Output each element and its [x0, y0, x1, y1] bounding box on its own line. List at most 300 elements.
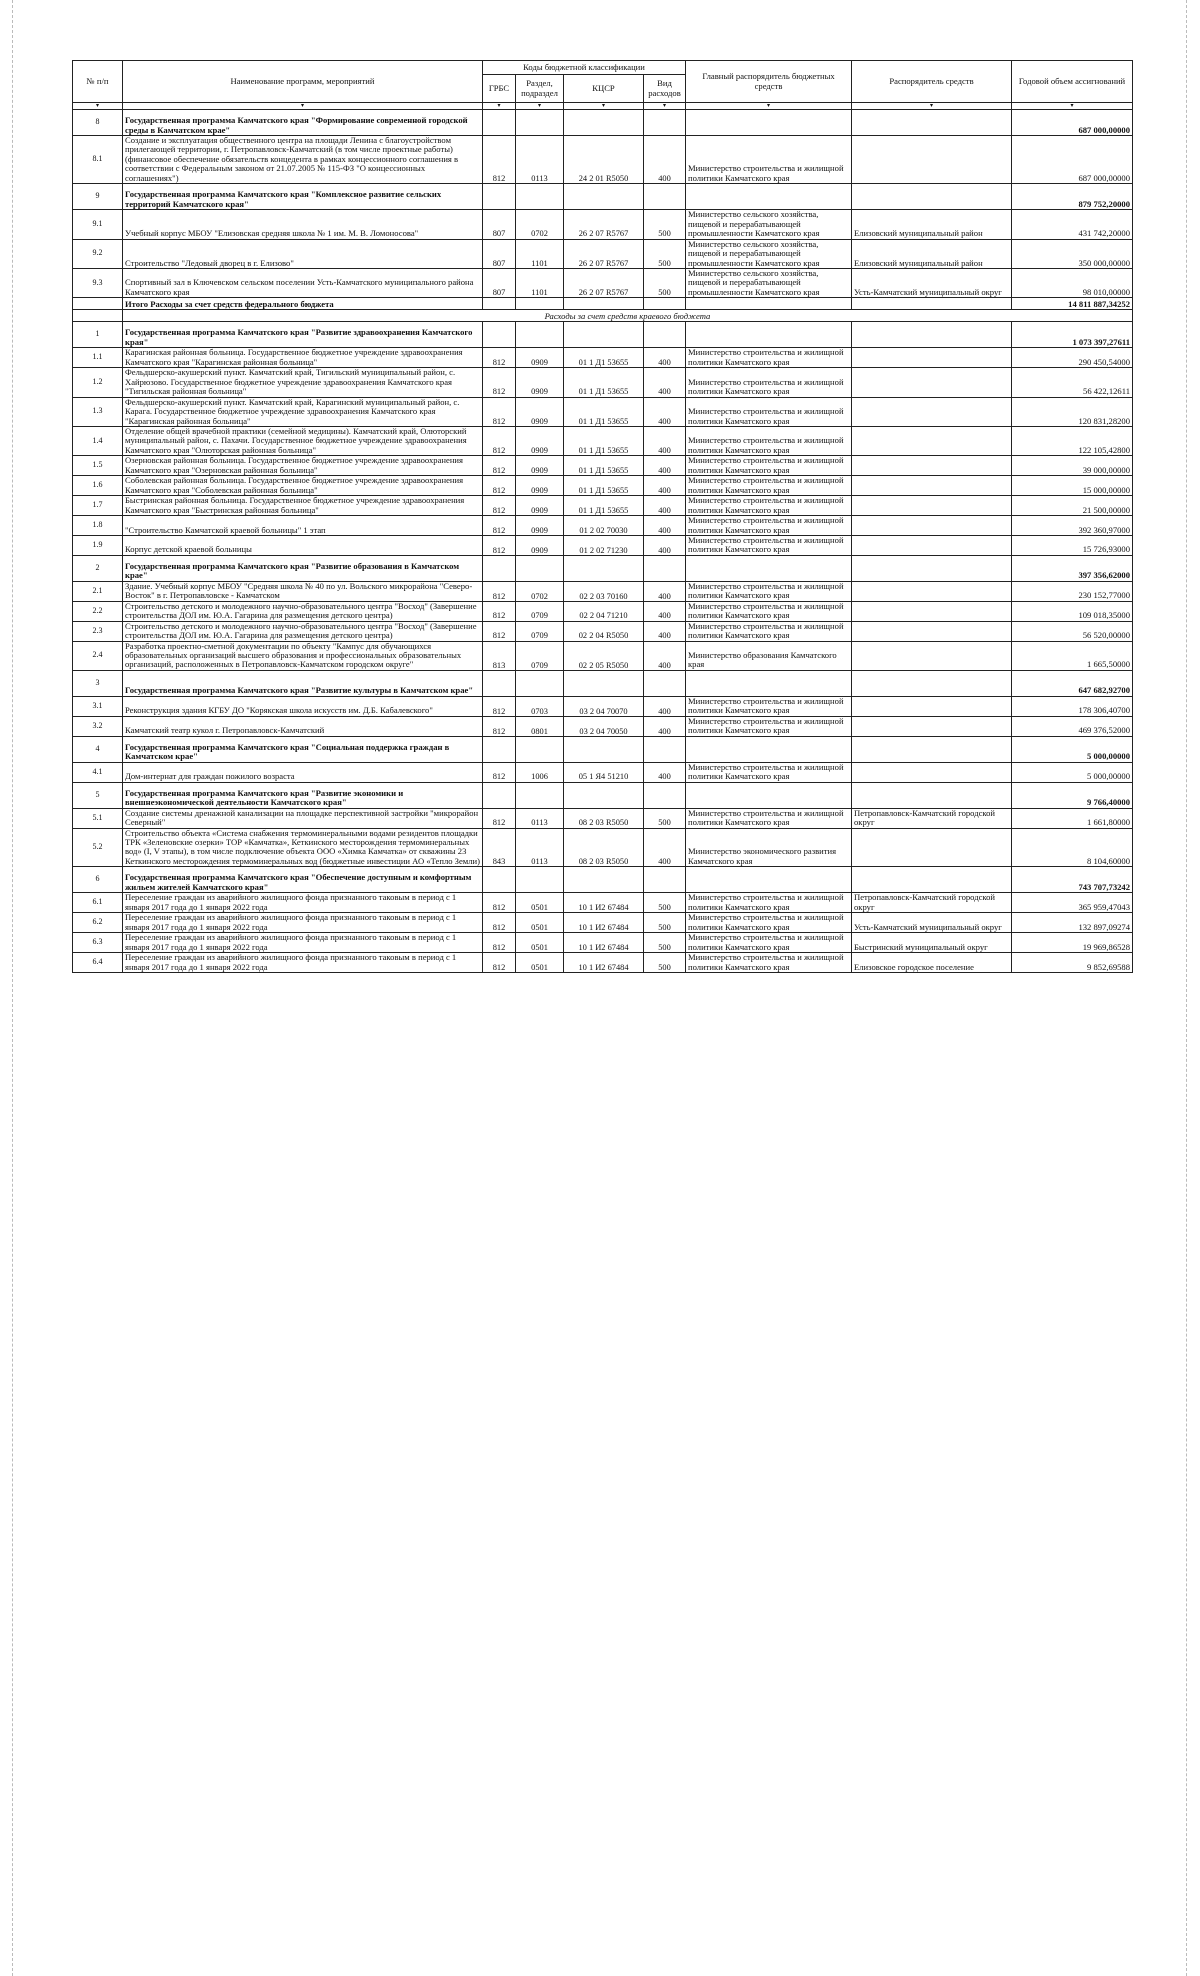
row-amount: 15 726,93000 — [1012, 535, 1133, 555]
row-manager: Елизовское городское поселение — [852, 953, 1012, 973]
row-grbs — [483, 670, 516, 696]
row-razdel — [516, 736, 564, 762]
row-grbs — [483, 184, 516, 210]
row-amount: 19 969,86528 — [1012, 933, 1133, 953]
row-grbs: 843 — [483, 828, 516, 867]
row-amount: 132 897,09274 — [1012, 913, 1133, 933]
row-vid — [644, 184, 686, 210]
row-main-manager: Министерство сельского хозяйства, пищевой и перерабатывающей промышленности Камчатского края — [686, 210, 852, 239]
row-grbs: 812 — [483, 476, 516, 496]
row-name: Корпус детской краевой больницы — [123, 535, 483, 555]
table-row — [73, 136, 1133, 184]
table-row — [73, 621, 1133, 641]
row-manager — [852, 298, 1012, 310]
row-main-manager — [686, 298, 852, 310]
row-amount: 8 104,60000 — [1012, 828, 1133, 867]
row-razdel: 0113 — [516, 136, 564, 184]
row-main-manager — [686, 782, 852, 808]
row-amount: 178 306,40700 — [1012, 696, 1133, 716]
row-main-manager: Министерство строительства и жилищной политики Камчатского края — [686, 621, 852, 641]
row-kcsr: 08 2 03 R5050 — [564, 808, 644, 828]
row-manager: Петропавловск-Камчатский городской округ — [852, 808, 1012, 828]
row-number — [73, 310, 123, 322]
row-grbs: 812 — [483, 893, 516, 913]
row-number: 2.3 — [73, 621, 123, 641]
row-razdel — [516, 867, 564, 893]
row-amount: 9 766,40000 — [1012, 782, 1133, 808]
row-main-manager: Министерство строительства и жилищной политики Камчатского края — [686, 516, 852, 536]
filter-cell: ▾ — [73, 103, 123, 110]
row-kcsr: 01 1 Д1 53655 — [564, 397, 644, 426]
row-razdel — [516, 782, 564, 808]
table-row — [73, 808, 1133, 828]
row-razdel: 0113 — [516, 828, 564, 867]
program-row — [73, 670, 1133, 696]
row-grbs: 812 — [483, 348, 516, 368]
row-kcsr: 01 1 Д1 53655 — [564, 368, 644, 397]
row-number: 3.1 — [73, 696, 123, 716]
row-name: Карагинская районная больница. Государственное бюджетное учреждение здравоохранения Камчатского края "Карагинская районная больница" — [123, 348, 483, 368]
row-amount: 290 450,54000 — [1012, 348, 1133, 368]
table-row — [73, 476, 1133, 496]
row-vid: 400 — [644, 696, 686, 716]
row-grbs: 812 — [483, 496, 516, 516]
row-manager — [852, 696, 1012, 716]
table-row — [73, 496, 1133, 516]
row-name: Разработка проектно-сметной документации по объекту "Кампус для обучающихся образовательных организаций высшего образования и профессиональных образовательных организаций, расположенных в Петропавловск-Камчатском городском округе" — [123, 641, 483, 670]
col-name-header: Наименование программ, мероприятий — [123, 61, 483, 103]
row-number: 1.3 — [73, 397, 123, 426]
row-grbs — [483, 298, 516, 310]
row-name: Учебный корпус МБОУ "Елизовская средняя школа № 1 им. М. В. Ломоносова" — [123, 210, 483, 239]
row-main-manager — [686, 867, 852, 893]
row-razdel: 0909 — [516, 516, 564, 536]
row-grbs: 812 — [483, 808, 516, 828]
row-amount: 350 000,00000 — [1012, 239, 1133, 268]
program-row — [73, 555, 1133, 581]
row-razdel: 0501 — [516, 933, 564, 953]
row-number: 2.1 — [73, 581, 123, 601]
row-number: 1.5 — [73, 456, 123, 476]
program-row — [73, 184, 1133, 210]
row-grbs: 807 — [483, 268, 516, 297]
row-kcsr: 01 1 Д1 53655 — [564, 496, 644, 516]
row-razdel — [516, 555, 564, 581]
row-vid: 500 — [644, 933, 686, 953]
row-amount: 397 356,62000 — [1012, 555, 1133, 581]
row-vid: 500 — [644, 268, 686, 297]
row-number: 1.9 — [73, 535, 123, 555]
filter-cell: ▾ — [483, 103, 516, 110]
table-row — [73, 210, 1133, 239]
table-row — [73, 828, 1133, 867]
table-row — [73, 953, 1133, 973]
row-razdel: 0909 — [516, 476, 564, 496]
row-amount: 647 682,92700 — [1012, 670, 1133, 696]
program-row — [73, 736, 1133, 762]
row-vid — [644, 110, 686, 136]
row-manager — [852, 670, 1012, 696]
row-vid: 500 — [644, 913, 686, 933]
col-amount-header: Годовой объем ассигнований — [1012, 61, 1133, 103]
row-manager — [852, 516, 1012, 536]
table-row — [73, 456, 1133, 476]
filter-cell: ▾ — [1012, 103, 1133, 110]
row-name: Фельдшерско-акушерский пункт. Камчатский край, Карагинский муниципальный район, с. Карага. Государственное бюджетное учреждение здравоохранения Камчатского края "Карагинская районная больница" — [123, 397, 483, 426]
row-grbs — [483, 782, 516, 808]
row-main-manager: Министерство экономического развития Камчатского края — [686, 828, 852, 867]
table-row — [73, 535, 1133, 555]
row-number: 1.2 — [73, 368, 123, 397]
row-kcsr: 01 2 02 70030 — [564, 516, 644, 536]
row-razdel: 1006 — [516, 762, 564, 782]
filter-cell: ▾ — [686, 103, 852, 110]
row-kcsr: 26 2 07 R5767 — [564, 210, 644, 239]
row-main-manager: Министерство образования Камчатского края — [686, 641, 852, 670]
row-grbs: 812 — [483, 456, 516, 476]
row-main-manager: Министерство строительства и жилищной политики Камчатского края — [686, 953, 852, 973]
program-row — [73, 110, 1133, 136]
row-name: Строительство детского и молодежного научно-образовательного центра "Восход" (Завершение строительства ДОЛ им. Ю.А. Гагарина для размещения детского центра) — [123, 621, 483, 641]
row-razdel: 0709 — [516, 641, 564, 670]
row-name: Государственная программа Камчатского края "Обеспечение доступным и комфортным жильем жителей Камчатского края" — [123, 867, 483, 893]
row-amount: 56 422,12611 — [1012, 368, 1133, 397]
row-grbs: 812 — [483, 516, 516, 536]
row-main-manager: Министерство строительства и жилищной политики Камчатского края — [686, 397, 852, 426]
row-number: 5.1 — [73, 808, 123, 828]
row-number: 6 — [73, 867, 123, 893]
row-amount: 1 073 397,27611 — [1012, 322, 1133, 348]
col-manager-header: Распорядитель средств — [852, 61, 1012, 103]
row-main-manager — [686, 110, 852, 136]
row-grbs: 812 — [483, 426, 516, 455]
row-number: 1.8 — [73, 516, 123, 536]
row-main-manager — [686, 322, 852, 348]
table-row — [73, 762, 1133, 782]
row-amount: 743 707,73242 — [1012, 867, 1133, 893]
table-row — [73, 601, 1133, 621]
col-grbs-header: ГРБС — [483, 75, 516, 103]
row-number: 6.2 — [73, 913, 123, 933]
row-razdel: 0501 — [516, 893, 564, 913]
row-number — [73, 298, 123, 310]
table-row — [73, 239, 1133, 268]
row-amount: 687 000,00000 — [1012, 136, 1133, 184]
row-amount: 431 742,20000 — [1012, 210, 1133, 239]
row-name: Государственная программа Камчатского края "Развитие культуры в Камчатском крае" — [123, 670, 483, 696]
row-vid — [644, 867, 686, 893]
table-row — [73, 581, 1133, 601]
row-razdel: 1101 — [516, 268, 564, 297]
row-number: 4.1 — [73, 762, 123, 782]
col-razdel-header: Раздел, подраздел — [516, 75, 564, 103]
row-number: 1.7 — [73, 496, 123, 516]
row-razdel: 0702 — [516, 581, 564, 601]
row-name: Камчатский театр кукол г. Петропавловск-Камчатский — [123, 716, 483, 736]
row-main-manager: Министерство строительства и жилищной политики Камчатского края — [686, 456, 852, 476]
row-kcsr: 10 1 И2 67484 — [564, 953, 644, 973]
row-number: 8 — [73, 110, 123, 136]
row-razdel: 0501 — [516, 913, 564, 933]
program-row — [73, 782, 1133, 808]
row-vid: 400 — [644, 641, 686, 670]
row-manager — [852, 535, 1012, 555]
row-kcsr: 26 2 07 R5767 — [564, 239, 644, 268]
row-number: 9.1 — [73, 210, 123, 239]
row-number: 6.1 — [73, 893, 123, 913]
row-amount: 14 811 887,34252 — [1012, 298, 1133, 310]
row-vid: 400 — [644, 762, 686, 782]
row-manager — [852, 621, 1012, 641]
row-kcsr — [564, 322, 644, 348]
row-kcsr: 01 1 Д1 53655 — [564, 456, 644, 476]
row-grbs: 812 — [483, 696, 516, 716]
row-number: 1.6 — [73, 476, 123, 496]
table-row — [73, 516, 1133, 536]
row-amount: 122 105,42800 — [1012, 426, 1133, 455]
row-razdel: 0113 — [516, 808, 564, 828]
row-name: Дом-интернат для граждан пожилого возраста — [123, 762, 483, 782]
row-razdel: 0909 — [516, 397, 564, 426]
row-number: 4 — [73, 736, 123, 762]
row-number: 3.2 — [73, 716, 123, 736]
row-manager — [852, 456, 1012, 476]
row-number: 2.4 — [73, 641, 123, 670]
row-amount: 392 360,97000 — [1012, 516, 1133, 536]
row-manager — [852, 762, 1012, 782]
row-razdel — [516, 670, 564, 696]
row-number: 1 — [73, 322, 123, 348]
row-vid: 400 — [644, 535, 686, 555]
row-grbs: 812 — [483, 913, 516, 933]
row-main-manager: Министерство сельского хозяйства, пищевой и перерабатывающей промышленности Камчатского края — [686, 239, 852, 268]
row-manager — [852, 716, 1012, 736]
right-margin-line — [1186, 0, 1188, 1976]
row-razdel: 0501 — [516, 953, 564, 973]
row-name: Спортивный зал в Ключевском сельском поселении Усть-Камчатского муниципального района Камчатского края — [123, 268, 483, 297]
left-margin-line — [12, 0, 14, 1976]
row-main-manager: Министерство строительства и жилищной политики Камчатского края — [686, 893, 852, 913]
filter-cell: ▾ — [516, 103, 564, 110]
row-grbs: 812 — [483, 762, 516, 782]
row-amount: 98 010,00000 — [1012, 268, 1133, 297]
row-manager — [852, 136, 1012, 184]
row-grbs — [483, 867, 516, 893]
row-number: 9.3 — [73, 268, 123, 297]
row-main-manager: Министерство строительства и жилищной политики Камчатского края — [686, 348, 852, 368]
row-grbs: 812 — [483, 621, 516, 641]
row-kcsr: 10 1 И2 67484 — [564, 933, 644, 953]
row-vid: 400 — [644, 476, 686, 496]
row-main-manager: Министерство строительства и жилищной политики Камчатского края — [686, 601, 852, 621]
row-manager — [852, 736, 1012, 762]
row-vid — [644, 670, 686, 696]
row-number: 3 — [73, 670, 123, 696]
row-amount: 1 665,50000 — [1012, 641, 1133, 670]
row-kcsr: 01 1 Д1 53655 — [564, 426, 644, 455]
row-main-manager — [686, 555, 852, 581]
row-manager — [852, 110, 1012, 136]
row-vid: 500 — [644, 239, 686, 268]
row-name: Строительство "Ледовый дворец в г. Елизово" — [123, 239, 483, 268]
row-kcsr: 01 1 Д1 53655 — [564, 348, 644, 368]
row-number: 5.2 — [73, 828, 123, 867]
col-vid-header: Вид расходов — [644, 75, 686, 103]
filter-cell: ▾ — [564, 103, 644, 110]
row-main-manager — [686, 670, 852, 696]
row-vid: 400 — [644, 828, 686, 867]
row-number: 6.3 — [73, 933, 123, 953]
row-kcsr: 03 2 04 70050 — [564, 716, 644, 736]
row-vid: 400 — [644, 426, 686, 455]
row-razdel: 0709 — [516, 601, 564, 621]
filter-row — [73, 103, 1133, 110]
row-name: Соболевская районная больница. Государственное бюджетное учреждение здравоохранения Камчатского края "Соболевская районная больница" — [123, 476, 483, 496]
row-number: 9 — [73, 184, 123, 210]
row-kcsr: 01 2 02 71230 — [564, 535, 644, 555]
filter-cell: ▾ — [644, 103, 686, 110]
row-main-manager: Министерство строительства и жилищной политики Камчатского края — [686, 716, 852, 736]
row-razdel — [516, 110, 564, 136]
row-main-manager: Министерство строительства и жилищной политики Камчатского края — [686, 535, 852, 555]
row-main-manager: Министерство строительства и жилищной политики Камчатского края — [686, 368, 852, 397]
row-manager: Елизовский муниципальный район — [852, 210, 1012, 239]
row-kcsr: 03 2 04 70070 — [564, 696, 644, 716]
row-name: Создание системы дренажной канализации на площадке перспективной застройки "микрорайон Северный" — [123, 808, 483, 828]
budget-table-sheet — [72, 60, 1132, 973]
row-razdel — [516, 298, 564, 310]
row-main-manager: Министерство строительства и жилищной политики Камчатского края — [686, 696, 852, 716]
row-vid: 400 — [644, 368, 686, 397]
row-razdel — [516, 184, 564, 210]
row-manager: Петропавловск-Камчатский городской округ — [852, 893, 1012, 913]
row-name: Государственная программа Камчатского края "Развитие здравоохранения Камчатского края" — [123, 322, 483, 348]
row-name: "Строительство Камчатской краевой больницы" 1 этап — [123, 516, 483, 536]
row-kcsr: 02 2 05 R5050 — [564, 641, 644, 670]
row-main-manager: Министерство строительства и жилищной политики Камчатского края — [686, 136, 852, 184]
row-name: Строительство объекта «Система снабжения термоминеральными водами резидентов площадки ТРК «Зеленовские озерки» ТОР «Камчатка», Кеткинского месторождения термоминеральных вод» (I, V этапы), в том числе подключение объекта ООО «Химка Камчатка» от скважины 23 Кеткинского месторождения термоминеральных вод (бюджетные инвестиции АО «Тепло Земли) — [123, 828, 483, 867]
row-razdel: 0801 — [516, 716, 564, 736]
row-name: Переселение граждан из аварийного жилищного фонда признанного таковым в период с 1 января 2017 года до 1 января 2022 года — [123, 933, 483, 953]
row-name: Строительство детского и молодежного научно-образовательного центра "Восход" (Завершение строительства ДОЛ им. Ю.А. Гагарина для размещения детского центра) — [123, 601, 483, 621]
row-name: Переселение граждан из аварийного жилищного фонда признанного таковым в период с 1 января 2017 года до 1 января 2022 года — [123, 893, 483, 913]
row-main-manager: Министерство строительства и жилищной политики Камчатского края — [686, 496, 852, 516]
row-grbs: 807 — [483, 210, 516, 239]
row-name: Государственная программа Камчатского края "Социальная поддержка граждан в Камчатском крае" — [123, 736, 483, 762]
row-number: 8.1 — [73, 136, 123, 184]
row-vid — [644, 322, 686, 348]
table-row — [73, 348, 1133, 368]
row-manager — [852, 322, 1012, 348]
row-amount: 1 661,80000 — [1012, 808, 1133, 828]
row-number: 1.4 — [73, 426, 123, 455]
row-razdel: 0909 — [516, 535, 564, 555]
program-row — [73, 867, 1133, 893]
row-name: Государственная программа Камчатского края "Развитие образования в Камчатском крае" — [123, 555, 483, 581]
row-name: Итого Расходы за счет средств федерального бюджета — [123, 298, 483, 310]
budget-table — [72, 60, 1133, 973]
table-row — [73, 397, 1133, 426]
row-kcsr: 05 1 Я4 51210 — [564, 762, 644, 782]
row-main-manager — [686, 184, 852, 210]
row-vid: 400 — [644, 516, 686, 536]
row-manager — [852, 368, 1012, 397]
row-manager — [852, 496, 1012, 516]
row-grbs: 812 — [483, 535, 516, 555]
row-vid: 400 — [644, 716, 686, 736]
row-amount: 120 831,28200 — [1012, 397, 1133, 426]
row-manager — [852, 867, 1012, 893]
row-razdel — [516, 322, 564, 348]
program-row — [73, 322, 1133, 348]
row-main-manager: Министерство строительства и жилищной политики Камчатского края — [686, 476, 852, 496]
table-body — [73, 110, 1133, 973]
row-kcsr — [564, 298, 644, 310]
row-razdel: 0909 — [516, 426, 564, 455]
row-amount: 365 959,47043 — [1012, 893, 1133, 913]
row-grbs: 812 — [483, 716, 516, 736]
row-vid — [644, 782, 686, 808]
row-vid: 400 — [644, 581, 686, 601]
filter-cell: ▾ — [123, 103, 483, 110]
table-row — [73, 641, 1133, 670]
row-manager — [852, 476, 1012, 496]
table-row — [73, 893, 1133, 913]
row-name: Озерновская районная больница. Государственное бюджетное учреждение здравоохранения Камчатского края "Озерновская районная больница" — [123, 456, 483, 476]
col-num-header: № п/п — [73, 61, 123, 103]
row-grbs: 812 — [483, 581, 516, 601]
row-razdel: 0703 — [516, 696, 564, 716]
row-amount: 230 152,77000 — [1012, 581, 1133, 601]
row-vid: 500 — [644, 210, 686, 239]
table-row — [73, 913, 1133, 933]
row-kcsr: 10 1 И2 67484 — [564, 893, 644, 913]
row-grbs: 812 — [483, 953, 516, 973]
row-main-manager — [686, 736, 852, 762]
row-vid: 400 — [644, 456, 686, 476]
row-grbs: 812 — [483, 933, 516, 953]
section-title: Расходы за счет средств краевого бюджета — [123, 310, 1133, 322]
row-number: 6.4 — [73, 953, 123, 973]
row-razdel: 0702 — [516, 210, 564, 239]
row-name: Отделение общей врачебной практики (семейной медицины). Камчатский край, Олюторский муниципальный район, с. Пахачи. Государственное бюджетное учреждение здравоохранения Камчатского края "Олюторская районная больница" — [123, 426, 483, 455]
row-amount: 109 018,35000 — [1012, 601, 1133, 621]
row-kcsr: 24 2 01 R5050 — [564, 136, 644, 184]
row-grbs: 813 — [483, 641, 516, 670]
row-grbs: 812 — [483, 601, 516, 621]
row-main-manager: Министерство строительства и жилищной политики Камчатского края — [686, 762, 852, 782]
row-grbs — [483, 555, 516, 581]
row-manager — [852, 397, 1012, 426]
total-row — [73, 298, 1133, 310]
row-vid: 400 — [644, 136, 686, 184]
row-manager — [852, 555, 1012, 581]
row-vid: 500 — [644, 953, 686, 973]
row-vid: 500 — [644, 808, 686, 828]
row-name: Быстринская районная больница. Государственное бюджетное учреждение здравоохранения Камчатского края "Быстринская районная больница" — [123, 496, 483, 516]
row-name: Фельдшерско-акушерский пункт. Камчатский край, Тигильский муниципальный район, с. Хайрюзово. Государственное бюджетное учреждение здравоохранения Камчатского края "Тигильская районная больница" — [123, 368, 483, 397]
row-name: Государственная программа Камчатского края "Комплексное развитие сельских территорий Камчатского края" — [123, 184, 483, 210]
row-vid: 400 — [644, 601, 686, 621]
row-razdel: 0709 — [516, 621, 564, 641]
row-manager — [852, 184, 1012, 210]
row-name: Здание. Учебный корпус МБОУ "Средняя школа № 40 по ул. Вольского микрорайона "Северо-Восток" в г. Петропавловске - Камчатском — [123, 581, 483, 601]
filter-cell: ▾ — [852, 103, 1012, 110]
row-amount: 15 000,00000 — [1012, 476, 1133, 496]
row-main-manager: Министерство строительства и жилищной политики Камчатского края — [686, 581, 852, 601]
row-name: Государственная программа Камчатского края "Формирование современной городской среды в Камчатском крае" — [123, 110, 483, 136]
row-grbs — [483, 322, 516, 348]
